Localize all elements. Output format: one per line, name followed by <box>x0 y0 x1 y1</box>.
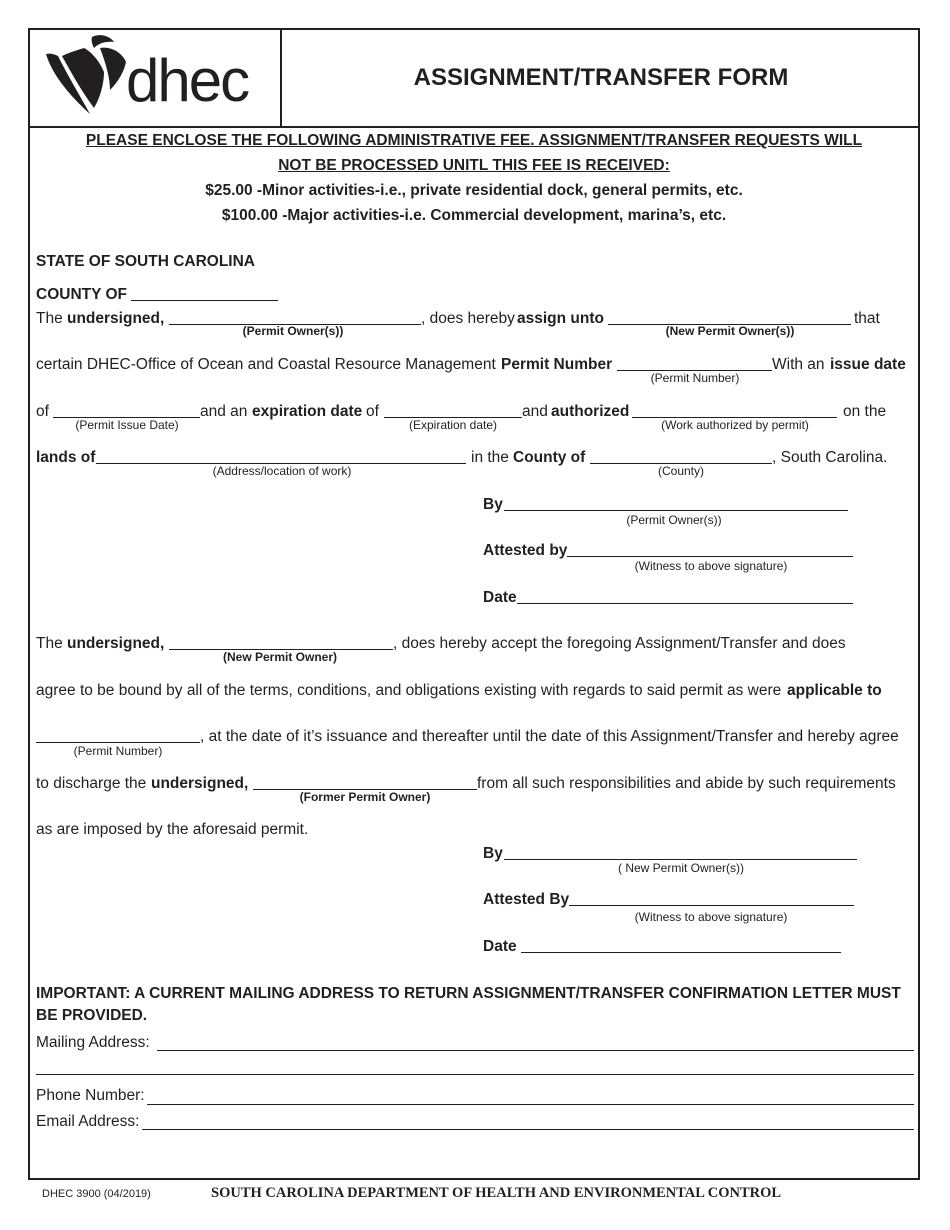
text-county-of: County of <box>513 449 586 466</box>
dhec-logo <box>44 34 268 120</box>
mailing-address-field-2[interactable] <box>36 1074 914 1075</box>
text-applicable-to: applicable to <box>787 682 882 699</box>
sign1-by-field[interactable] <box>504 510 848 511</box>
accept-permit-number-field[interactable] <box>36 742 200 743</box>
sign2-by-field[interactable] <box>504 859 857 860</box>
text-certain-dhec: certain DHEC-Office of Ocean and Coastal Resource Management <box>36 356 496 373</box>
text-to-discharge: to discharge the <box>36 775 147 792</box>
fee-major: $100.00 -Major activities-i.e. Commercial development, marina’s, etc. <box>221 207 727 224</box>
caption-permit-number: (Permit Number) <box>650 371 740 385</box>
caption-address: (Address/location of work) <box>212 464 352 478</box>
sign2-date-field[interactable] <box>521 952 841 953</box>
caption-new-owner: (New Permit Owner) <box>222 650 338 664</box>
fee-notice-line2: NOT BE PROCESSED UNITL THIS FEE IS RECEIVED: <box>278 157 670 174</box>
sign2-attested-label: Attested By <box>483 891 570 908</box>
fee-minor: $25.00 -Minor activities-i.e., private residential dock, general permits, etc. <box>205 182 743 199</box>
text-expiration-date: expiration date <box>252 403 363 420</box>
phone-number-label: Phone Number: <box>36 1087 145 1104</box>
assign-line4 <box>36 449 916 469</box>
text-and: and <box>522 403 548 420</box>
sign1-attested-caption: (Witness to above signature) <box>634 559 788 573</box>
mailing-address-field[interactable] <box>157 1050 914 1051</box>
text-with-an: With an <box>772 356 825 373</box>
caption-new-permit-owner: (New Permit Owner(s)) <box>665 324 795 338</box>
text-south-carolina: , South Carolina. <box>772 449 888 466</box>
sign1-by-caption: (Permit Owner(s)) <box>626 513 722 527</box>
assign-line2 <box>36 356 916 376</box>
caption-former-owner: (Former Permit Owner) <box>299 790 431 804</box>
accept-line3-text: , at the date of it’s issuance and thereafter until the date of this Assignment/Transfer and hereby agree <box>200 728 899 745</box>
sign1-date-field[interactable] <box>517 603 853 604</box>
sign1-date-label: Date <box>483 589 517 606</box>
caption-work-authorized: (Work authorized by permit) <box>661 418 809 432</box>
sign2-date-label: Date <box>483 938 517 955</box>
text-assign-unto: assign unto <box>517 310 604 327</box>
fee-notice-line1: PLEASE ENCLOSE THE FOLLOWING ADMINISTRATIVE FEE. ASSIGNMENT/TRANSFER REQUESTS WILL <box>85 132 863 149</box>
sign2-attested-field[interactable] <box>569 905 854 906</box>
sign1-attested-label: Attested by <box>483 542 568 559</box>
text-and-an: and an <box>200 403 248 420</box>
text-permit-number: Permit Number <box>501 356 613 373</box>
caption-issue-date: (Permit Issue Date) <box>75 418 179 432</box>
text-the: The <box>36 310 63 327</box>
text-in-the: in the <box>471 449 509 466</box>
text-the-2: The <box>36 635 63 652</box>
accept-line4 <box>36 775 916 795</box>
text-on-the: on the <box>843 403 887 420</box>
important-line1: IMPORTANT: A CURRENT MAILING ADDRESS TO RETURN ASSIGNMENT/TRANSFER CONFIRMATION LETTER MUST <box>36 985 901 1002</box>
text-of-2: of <box>366 403 379 420</box>
sign1-by-label: By <box>483 496 503 513</box>
accept-line2 <box>36 682 916 702</box>
text-discharge-rest: from all such responsibilities and abide by such requirements <box>477 775 896 792</box>
important-line2: BE PROVIDED. <box>36 1007 148 1024</box>
caption-accept-permit-number: (Permit Number) <box>73 744 163 758</box>
form-title: ASSIGNMENT/TRANSFER FORM <box>413 64 789 91</box>
caption-expiration: (Expiration date) <box>408 418 498 432</box>
text-accept-rest: , does hereby accept the foregoing Assignment/Transfer and does <box>393 635 846 652</box>
sign1-attested-field[interactable] <box>567 556 853 557</box>
agency-name: SOUTH CAROLINA DEPARTMENT OF HEALTH AND ENVIRONMENTAL CONTROL <box>211 1185 782 1201</box>
sign2-attested-caption: (Witness to above signature) <box>634 910 788 924</box>
email-address-field[interactable] <box>142 1129 914 1130</box>
caption-permit-owner: (Permit Owner(s)) <box>242 324 344 338</box>
form-number: DHEC 3900 (04/2019) <box>42 1188 151 1200</box>
accept-line5: as are imposed by the aforesaid permit. <box>36 821 309 838</box>
text-that: that <box>854 310 880 327</box>
county-field[interactable] <box>131 300 278 301</box>
sign2-by-label: By <box>483 845 503 862</box>
text-agree-bound: agree to be bound by all of the terms, conditions, and obligations existing with regards to said permit as were <box>36 682 782 699</box>
text-undersigned-3: undersigned, <box>151 775 249 792</box>
phone-number-field[interactable] <box>147 1104 914 1105</box>
mailing-address-label: Mailing Address: <box>36 1034 150 1051</box>
text-undersigned: undersigned, <box>67 310 165 327</box>
state-heading: STATE OF SOUTH CAROLINA <box>36 253 255 270</box>
form-frame <box>28 28 920 1180</box>
text-lands-of: lands of <box>36 449 96 466</box>
text-issue-date: issue date <box>830 356 906 373</box>
palmetto-leaf-icon <box>44 34 134 120</box>
text-authorized: authorized <box>551 403 630 420</box>
caption-county: (County) <box>657 464 705 478</box>
logo-wordmark: dhec <box>126 47 249 114</box>
text-undersigned-2: undersigned, <box>67 635 165 652</box>
text-does-hereby: , does hereby <box>421 310 515 327</box>
sign2-by-caption: ( New Permit Owner(s)) <box>617 861 745 875</box>
accept-line1 <box>36 635 916 655</box>
header-divider <box>28 126 920 128</box>
email-address-label: Email Address: <box>36 1113 140 1130</box>
county-label: COUNTY OF <box>36 286 127 303</box>
text-of: of <box>36 403 49 420</box>
